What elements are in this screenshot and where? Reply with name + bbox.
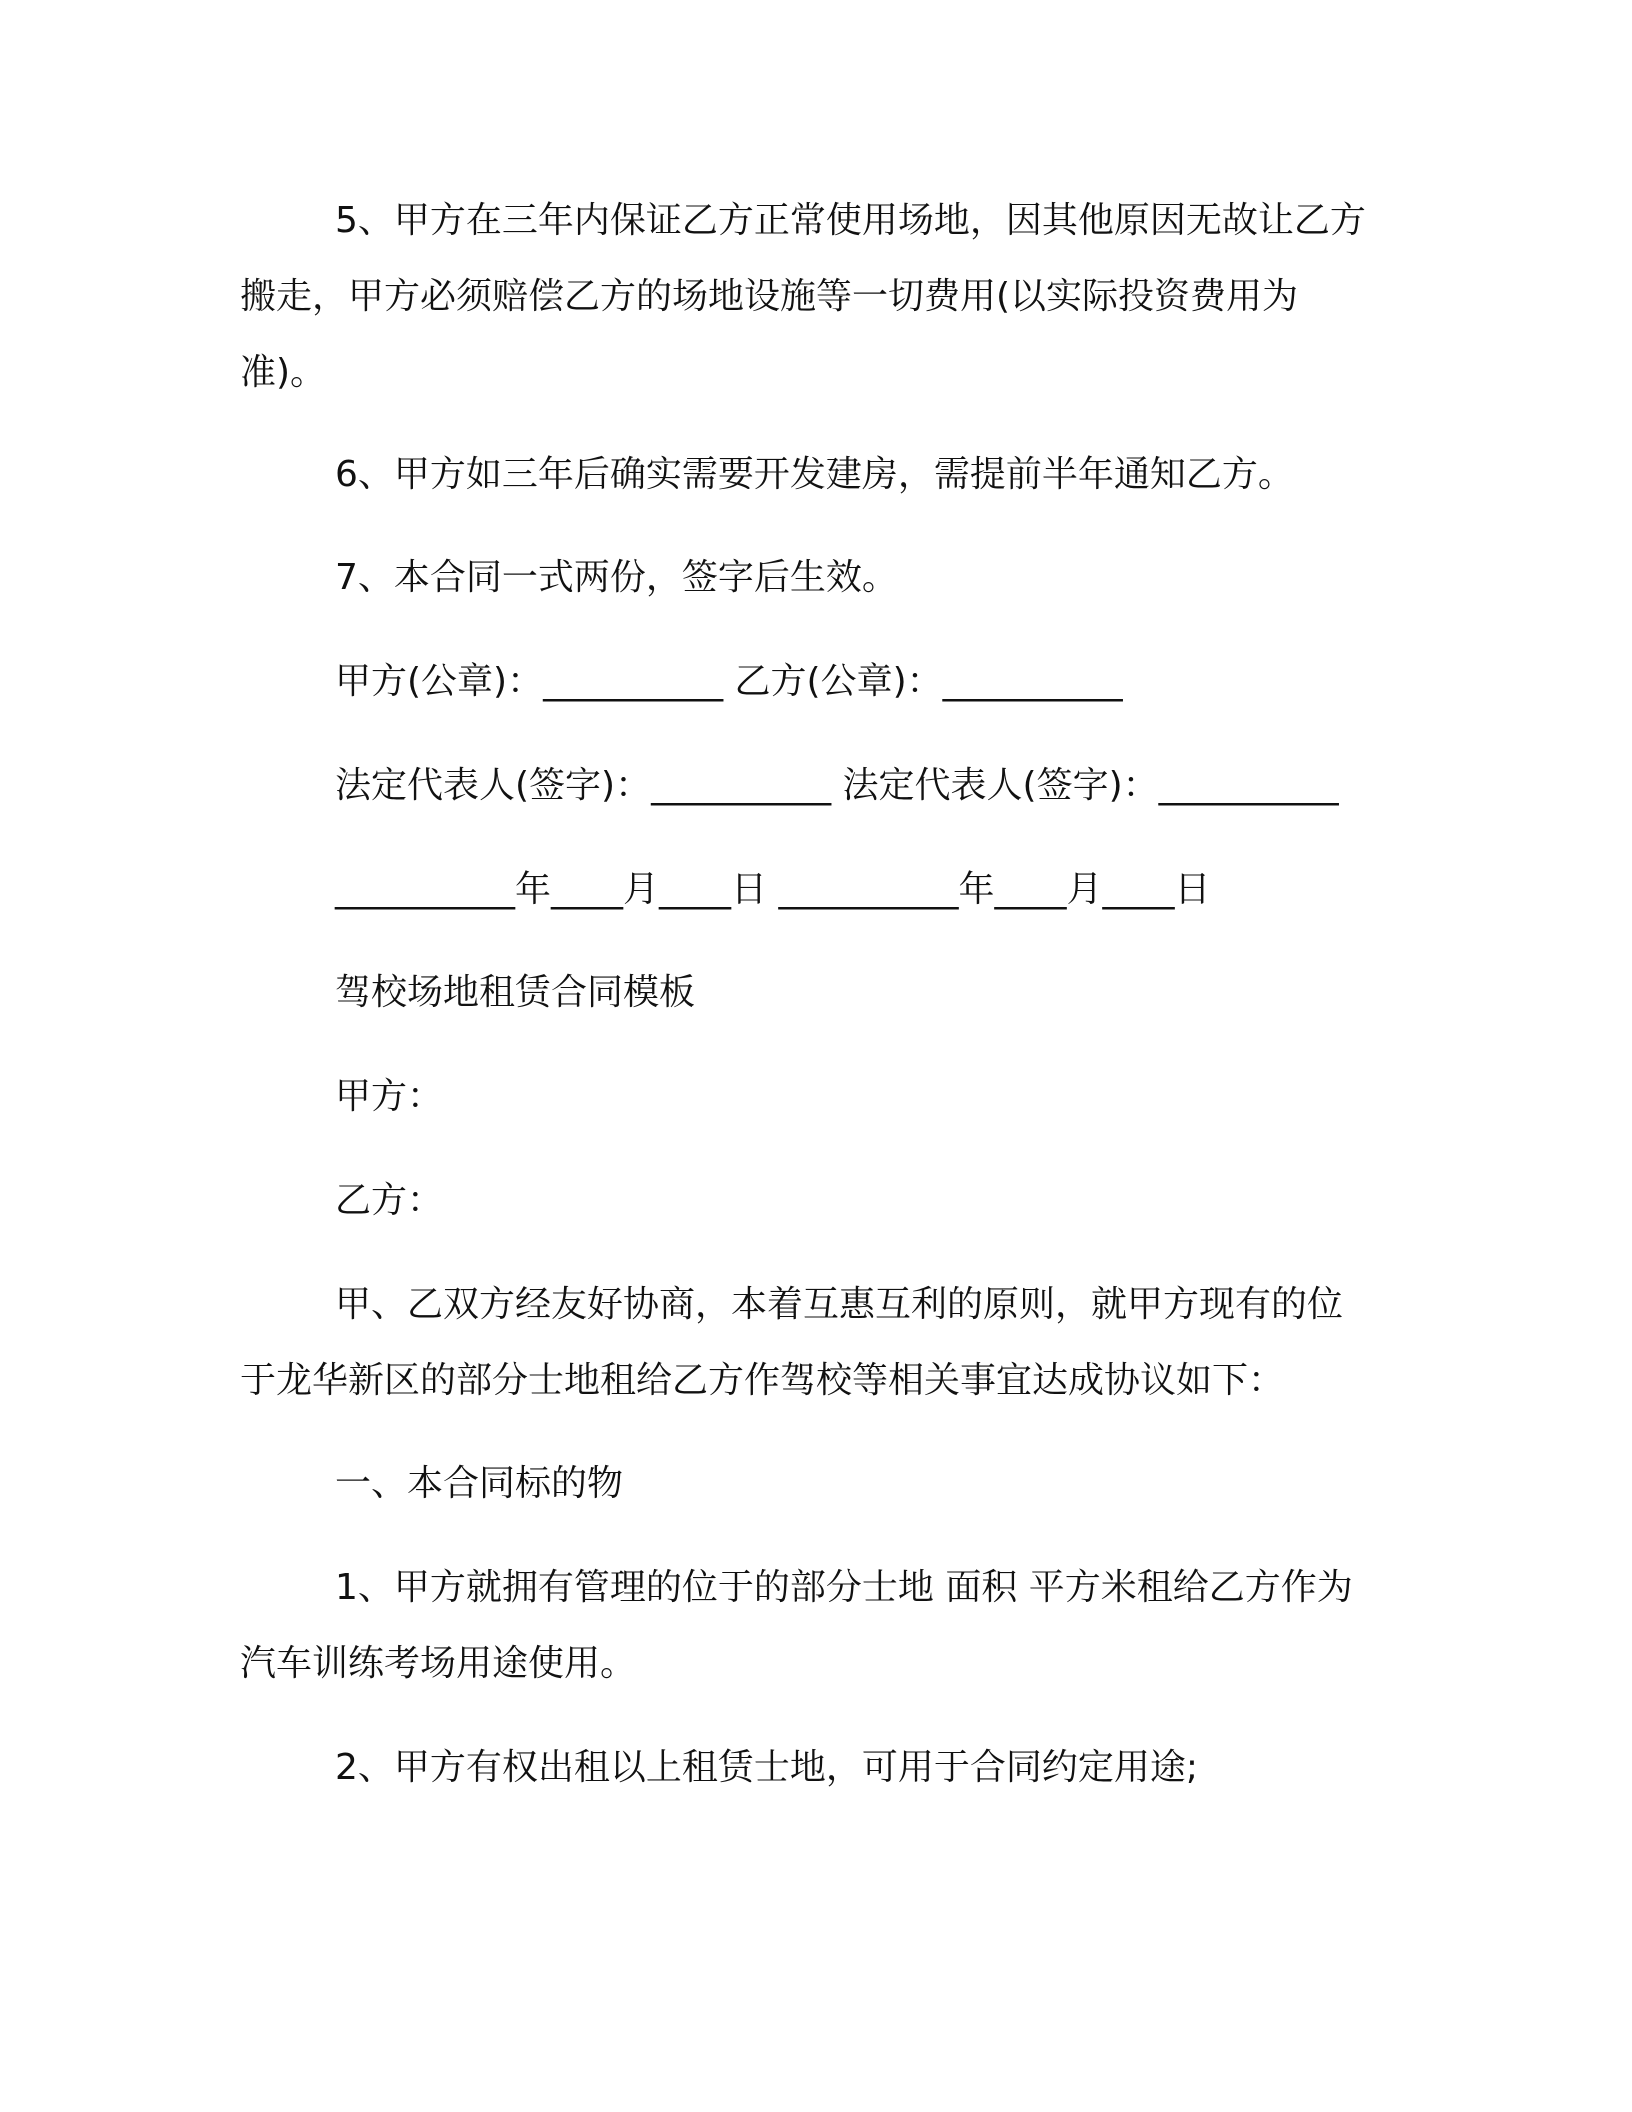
legal-representative-line: 法定代表人(签字)：__________ 法定代表人(签字)：__________ [335, 765, 1339, 806]
article-2: 2、甲方有权出租以上租赁士地，可用于合同约定用途; [335, 1747, 1199, 1788]
clause-7: 7、本合同一式两份，签字后生效。 [335, 557, 898, 598]
clause-5: 5、甲方在三年内保证乙方正常使用场地，因其他原因无故让乙方搬走，甲方必须赔偿乙方的场地设施等一切费用(以实际投资费用为准)。 [240, 200, 1366, 393]
preamble: 甲、乙双方经友好协商，本着互惠互利的原则，就甲方现有的位于龙华新区的部分士地租给乙方作驾校等相关事宜达成协议如下： [240, 1284, 1344, 1401]
section-heading: 一、本合同标的物 [335, 1463, 624, 1504]
clause-6: 6、甲方如三年后确实需要开发建房，需提前半年通知乙方。 [335, 454, 1294, 495]
seal-line: 甲方(公章)：__________ 乙方(公章)：__________ [335, 661, 1123, 702]
article-1: 1、甲方就拥有管理的位于的部分士地 面积 平方米租给乙方作为汽车训练考场用途使用。 [240, 1567, 1353, 1684]
party-a-label: 甲方： [335, 1076, 444, 1117]
party-b-label: 乙方： [335, 1180, 444, 1221]
contract-title: 驾校场地租赁合同模板 [335, 972, 696, 1013]
date-line: __________年____月____日 __________年____月____日 [335, 869, 1211, 910]
